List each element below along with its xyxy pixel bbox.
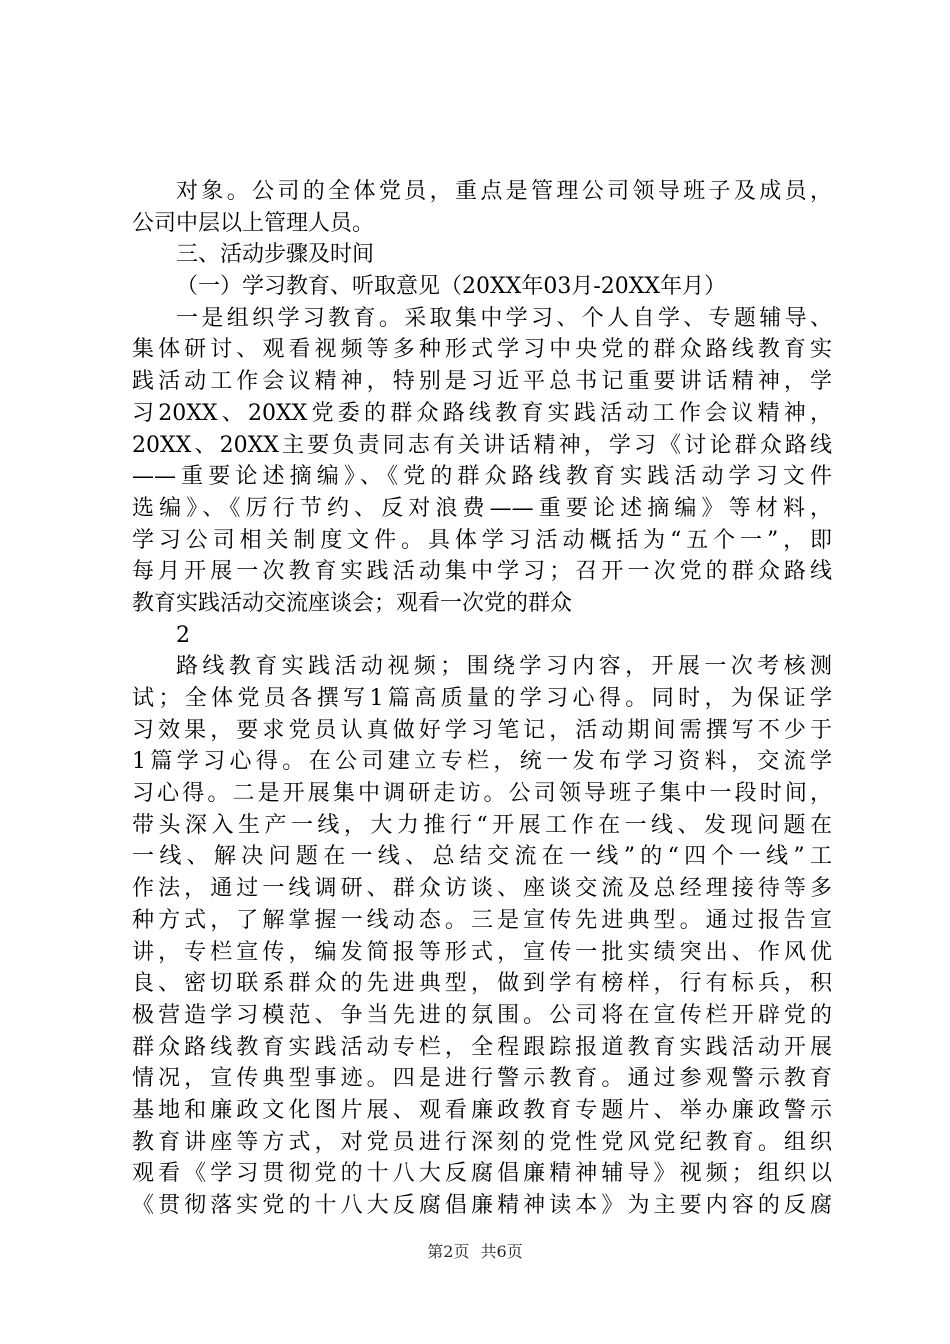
- text-line: 路线教育实践活动视频；围绕学习内容，开展一次考核测: [176, 654, 832, 680]
- text-line: 观看《学习贯彻党的十八大反腐倡廉精神辅导》视频；组织以: [132, 1161, 832, 1187]
- text-line: 情况，宣传典型事迹。四是进行警示教育。通过参观警示教育: [132, 1066, 832, 1092]
- text-line: 一线、解决问题在一线、总结交流在一线”的“四个一线”工: [132, 844, 832, 870]
- text-line: 试；全体党员各撰写1篇高质量的学习心得。同时，为保证学: [132, 686, 832, 711]
- text-line: ——重要论述摘编》、《党的群众路线教育实践活动学习文件: [132, 464, 832, 490]
- text-line: 20XX、20XX主要负责同志有关讲话精神，学习《讨论群众路线: [132, 432, 832, 458]
- page-footer: [0, 1242, 950, 1262]
- text-line: 讲，专栏宣传，编发简报等形式，宣传一批实绩突出、作风优: [132, 939, 832, 965]
- text-line: 群众路线教育实践活动专栏，全程跟踪报道教育实践活动开展: [132, 1034, 832, 1060]
- document-body: [132, 176, 832, 1222]
- text-line: 种方式，了解掌握一线动态。三是宣传先进典型。通过报告宣: [132, 907, 832, 933]
- section-heading: 三、活动步骤及时间: [176, 242, 375, 268]
- text-line: 对象。公司的全体党员，重点是管理公司领导班子及成员，: [176, 179, 832, 204]
- text-line: 践活动工作会议精神，特别是习近平总书记重要讲话精神，学: [132, 369, 832, 395]
- page-total-label: 共6页: [480, 1242, 523, 1261]
- text-line: 学习公司相关制度文件。具体学习活动概括为“五个一”，即: [132, 527, 832, 553]
- text-line: 基地和廉政文化图片展、观看廉政教育专题片、举办廉政警示: [132, 1097, 832, 1123]
- text-line: 公司中层以上管理人员。: [132, 210, 375, 236]
- text-line: 《贯彻落实党的十八大反腐倡廉精神读本》为主要内容的反腐: [132, 1193, 832, 1218]
- text-line: 一是组织学习教育。采取集中学习、个人自学、专题辅导、: [176, 305, 832, 331]
- text-line: 带头深入生产一线，大力推行“开展工作在一线、发现问题在: [132, 812, 832, 838]
- text-line: 教育讲座等方式，对党员进行深刻的党性党风党纪教育。组织: [132, 1129, 832, 1155]
- text-line: 习效果，要求党员认真做好学习笔记，活动期间需撰写不少于: [132, 717, 832, 743]
- text-line: 选编》、《厉行节约、反对浪费——重要论述摘编》等材料，: [132, 495, 832, 521]
- text-line: 集体研讨、观看视频等多种形式学习中央党的群众路线教育实: [132, 337, 832, 363]
- text-line: 1篇学习心得。在公司建立专栏，统一发布学习资料，交流学: [132, 749, 832, 775]
- text-line: 教育实践活动交流座谈会；观看一次党的群众: [132, 590, 573, 616]
- text-line: 每月开展一次教育实践活动集中学习；召开一次党的群众路线: [132, 559, 832, 585]
- subsection-heading: （一）学习教育、听取意见（20XX年03月-20XX年月）: [176, 274, 727, 300]
- page-number-label: 第2页: [427, 1242, 470, 1261]
- text-line: 习心得。二是开展集中调研走访。公司领导班子集中一段时间，: [132, 781, 832, 807]
- text-line: 习20XX、20XX党委的群众路线教育实践活动工作会议精神，: [132, 400, 832, 426]
- page-number-marker: 2: [176, 622, 190, 648]
- text-line: 极营造学习模范、争当先进的氛围。公司将在宣传栏开辟党的: [132, 1002, 832, 1028]
- text-line: 作法，通过一线调研、群众访谈、座谈交流及总经理接待等多: [132, 876, 832, 902]
- text-line: 良、密切联系群众的先进典型，做到学有榜样，行有标兵，积: [132, 971, 832, 997]
